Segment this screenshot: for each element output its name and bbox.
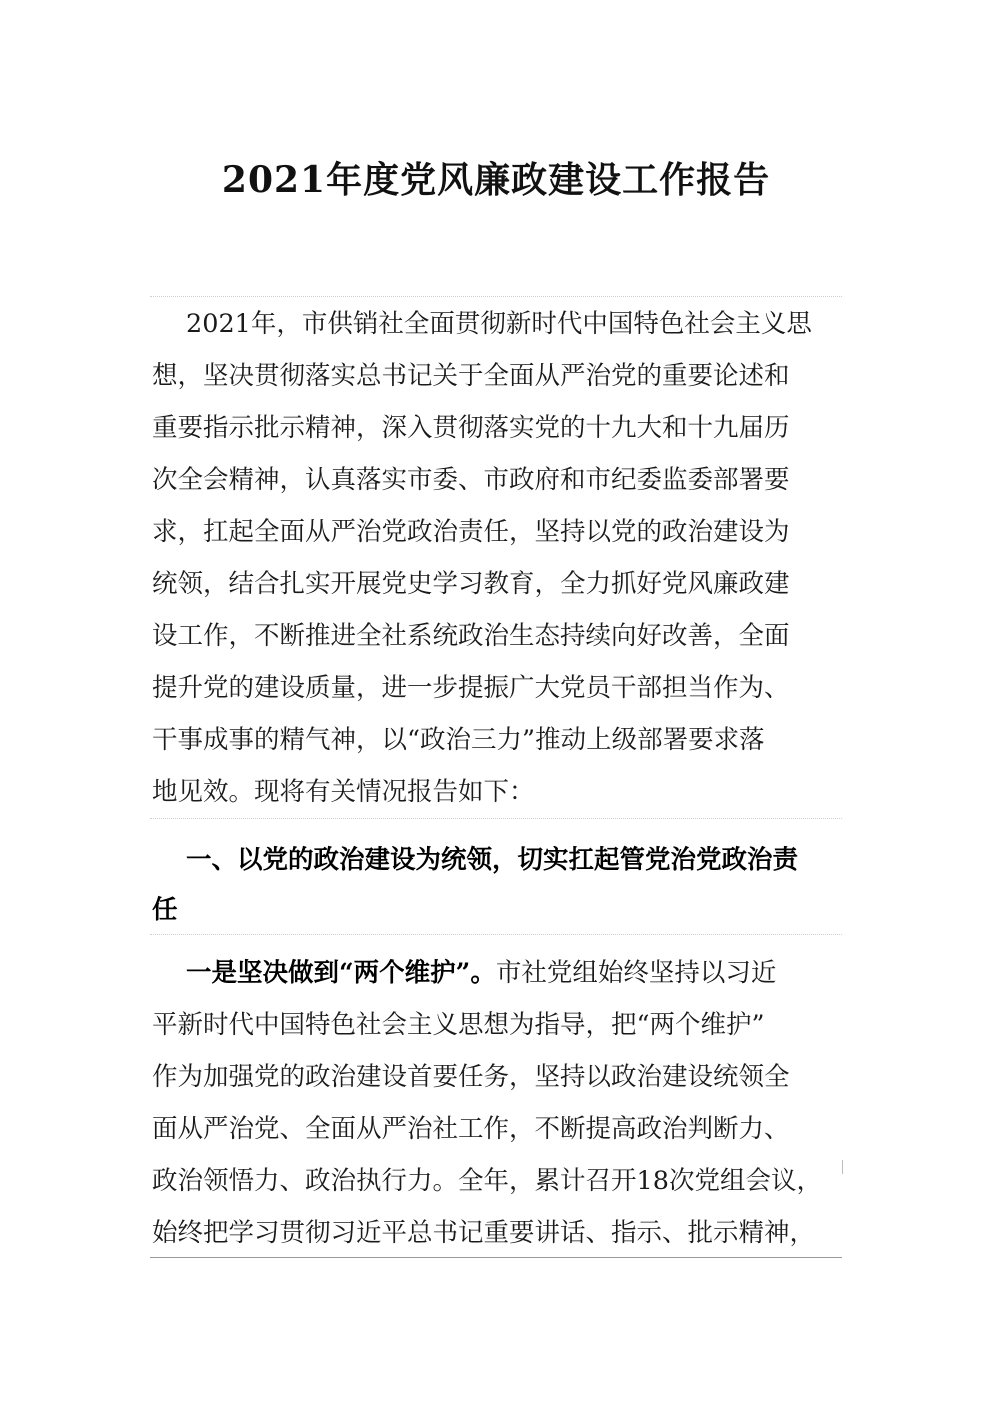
intro-line-1: 2021年，市供销社全面贯彻新时代中国特色社会主义思: [186, 309, 812, 339]
intro-line-10: 地见效。现将有关情况报告如下：: [152, 777, 535, 807]
intro-line-9: 干事成事的精气神，以“政治三力”推动上级部署要求落: [152, 725, 765, 755]
intro-line-5: 求，扛起全面从严治党政治责任，坚持以党的政治建设为: [152, 517, 790, 547]
top-separator: [150, 296, 842, 297]
para1-first-rest: 市社党组始终坚持以习近: [495, 958, 777, 988]
para1-line-4: 面从严治党、全面从严治社工作，不断提高政治判断力、: [152, 1114, 790, 1144]
intro-line-2: 想，坚决贯彻落实总书记关于全面从严治党的重要论述和: [152, 361, 790, 391]
margin-tick: [842, 1160, 843, 1174]
intro-line-6: 统领，结合扎实开展党史学习教育，全力抓好党风廉政建: [152, 569, 790, 599]
para1-line-5: 政治领悟力、政治执行力。全年，累计召开18次党组会议，: [152, 1166, 822, 1196]
section-heading-line-2: 任: [152, 895, 178, 925]
intro-line-4: 次全会精神，认真落实市委、市政府和市纪委监委部署要: [152, 465, 790, 495]
bottom-separator: [150, 1257, 842, 1258]
para1-lead: 一是坚决做到“两个维护”。: [186, 958, 496, 988]
intro-separator: [150, 818, 842, 819]
para1-line-6: 始终把学习贯彻习近平总书记重要讲话、指示、批示精神，: [152, 1218, 816, 1248]
section-heading-line-1: 一、以党的政治建设为统领，切实扛起管党治党政治责: [186, 845, 799, 875]
document-title: 2021年度党风廉政建设工作报告: [221, 159, 771, 201]
heading-separator: [150, 934, 842, 935]
intro-line-7: 设工作，不断推进全社系统政治生态持续向好改善，全面: [152, 621, 790, 651]
intro-line-8: 提升党的建设质量，进一步提振广大党员干部担当作为、: [152, 673, 790, 703]
para1-line-1: [186, 955, 776, 991]
para1-line-2: 平新时代中国特色社会主义思想为指导，把“两个维护”: [152, 1010, 765, 1040]
para1-line-3: 作为加强党的政治建设首要任务，坚持以政治建设统领全: [152, 1062, 790, 1092]
intro-line-3: 重要指示批示精神，深入贯彻落实党的十九大和十九届历: [152, 413, 790, 443]
